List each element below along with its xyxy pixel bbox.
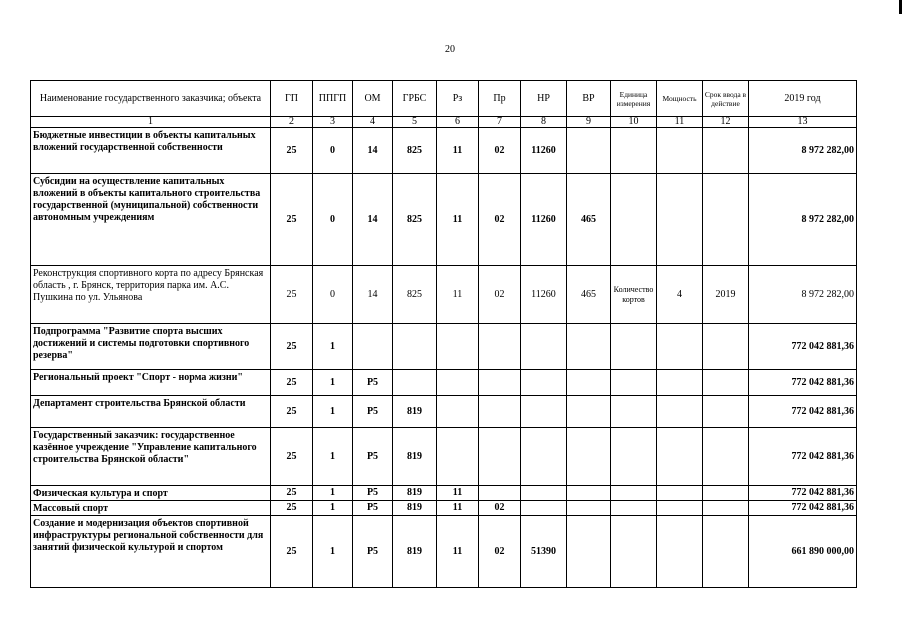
row-rz: 11 — [437, 486, 479, 501]
row-amount: 772 042 881,36 — [749, 396, 857, 428]
row-term — [703, 370, 749, 396]
row-nr: 51390 — [521, 516, 567, 588]
row-capacity — [657, 396, 703, 428]
row-capacity — [657, 501, 703, 516]
row-rz: 11 — [437, 174, 479, 266]
row-rz — [437, 396, 479, 428]
header-row — [31, 81, 857, 117]
row-om: P5 — [353, 428, 393, 486]
row-vr: 465 — [567, 174, 611, 266]
row-name: Департамент строительства Брянской области — [31, 396, 271, 428]
row-vr — [567, 428, 611, 486]
row-nr — [521, 370, 567, 396]
row-capacity — [657, 174, 703, 266]
row-om: P5 — [353, 501, 393, 516]
table-row — [31, 501, 857, 516]
row-term — [703, 516, 749, 588]
row-pr — [479, 428, 521, 486]
row-rz — [437, 324, 479, 370]
header-term: Срок ввода в действие — [703, 81, 749, 117]
header-unit: Единица измерения — [611, 81, 657, 117]
row-nr: 11260 — [521, 266, 567, 324]
row-name: Субсидии на осуществление капитальных вложений в объекты капитального строительства государственной (муниципальной) собственности автономным учреждениям — [31, 174, 271, 266]
row-gp: 25 — [271, 486, 313, 501]
row-pr: 02 — [479, 174, 521, 266]
row-capacity — [657, 370, 703, 396]
header-ppgp: ППГП — [313, 81, 353, 117]
table-row — [31, 324, 857, 370]
row-amount: 8 972 282,00 — [749, 174, 857, 266]
row-nr — [521, 501, 567, 516]
row-gp: 25 — [271, 266, 313, 324]
row-om: P5 — [353, 396, 393, 428]
row-vr — [567, 396, 611, 428]
row-pr: 02 — [479, 516, 521, 588]
row-amount: 772 042 881,36 — [749, 486, 857, 501]
row-gp: 25 — [271, 128, 313, 174]
row-vr — [567, 501, 611, 516]
row-grbs: 819 — [393, 428, 437, 486]
row-amount: 772 042 881,36 — [749, 324, 857, 370]
row-grbs: 819 — [393, 486, 437, 501]
row-capacity: 4 — [657, 266, 703, 324]
row-om: 14 — [353, 266, 393, 324]
row-capacity — [657, 128, 703, 174]
row-term — [703, 501, 749, 516]
row-vr — [567, 370, 611, 396]
row-om: P5 — [353, 486, 393, 501]
header-capacity: Мощность — [657, 81, 703, 117]
table-row — [31, 266, 857, 324]
column-number: 13 — [749, 117, 857, 128]
scan-edge-mark — [899, 0, 902, 14]
page-number: 20 — [445, 44, 455, 55]
row-vr: 465 — [567, 266, 611, 324]
header-gp: ГП — [271, 81, 313, 117]
header-om: ОМ — [353, 81, 393, 117]
row-vr — [567, 128, 611, 174]
row-name: Региональный проект "Спорт - норма жизни" — [31, 370, 271, 396]
row-pr — [479, 486, 521, 501]
row-term — [703, 486, 749, 501]
row-ppgp: 1 — [313, 324, 353, 370]
column-number: 10 — [611, 117, 657, 128]
row-gp: 25 — [271, 370, 313, 396]
row-ppgp: 1 — [313, 428, 353, 486]
column-number: 2 — [271, 117, 313, 128]
row-unit — [611, 174, 657, 266]
header-grbs: ГРБС — [393, 81, 437, 117]
table-row — [31, 486, 857, 501]
header-vr: ВР — [567, 81, 611, 117]
table-row — [31, 174, 857, 266]
row-name: Государственный заказчик: государственное казённое учреждение "Управление капитального строительства Брянской области" — [31, 428, 271, 486]
row-ppgp: 1 — [313, 486, 353, 501]
row-nr — [521, 486, 567, 501]
column-number: 6 — [437, 117, 479, 128]
row-om: 14 — [353, 174, 393, 266]
header-pr: Пр — [479, 81, 521, 117]
row-pr — [479, 324, 521, 370]
column-number: 9 — [567, 117, 611, 128]
row-grbs: 819 — [393, 516, 437, 588]
row-amount: 772 042 881,36 — [749, 428, 857, 486]
column-number: 3 — [313, 117, 353, 128]
row-gp: 25 — [271, 516, 313, 588]
row-unit — [611, 501, 657, 516]
row-nr — [521, 396, 567, 428]
row-rz: 11 — [437, 266, 479, 324]
row-nr — [521, 324, 567, 370]
row-name: Подпрограмма "Развитие спорта высших достижений и системы подготовки спортивного резерва" — [31, 324, 271, 370]
row-grbs: 819 — [393, 396, 437, 428]
row-unit — [611, 370, 657, 396]
header-year: 2019 год — [749, 81, 857, 117]
row-term — [703, 324, 749, 370]
column-number: 7 — [479, 117, 521, 128]
row-ppgp: 0 — [313, 266, 353, 324]
column-number: 8 — [521, 117, 567, 128]
row-rz: 11 — [437, 501, 479, 516]
table-row — [31, 428, 857, 486]
row-rz: 11 — [437, 516, 479, 588]
row-amount: 8 972 282,00 — [749, 128, 857, 174]
row-name: Бюджетные инвестиции в объекты капитальных вложений государственной собственности — [31, 128, 271, 174]
row-grbs — [393, 324, 437, 370]
row-nr — [521, 428, 567, 486]
header-rz: Рз — [437, 81, 479, 117]
row-pr — [479, 396, 521, 428]
row-vr — [567, 516, 611, 588]
row-pr: 02 — [479, 501, 521, 516]
table-row — [31, 396, 857, 428]
column-number: 12 — [703, 117, 749, 128]
table-row — [31, 370, 857, 396]
column-number: 11 — [657, 117, 703, 128]
budget-table — [30, 80, 857, 588]
row-name: Реконструкция спортивного корта по адресу Брянская область , г. Брянск, территория парка им. А.С. Пушкина по ул. Ульянова — [31, 266, 271, 324]
row-grbs: 825 — [393, 174, 437, 266]
row-grbs: 819 — [393, 501, 437, 516]
row-om: P5 — [353, 370, 393, 396]
row-grbs — [393, 370, 437, 396]
row-ppgp: 1 — [313, 501, 353, 516]
row-vr — [567, 324, 611, 370]
column-number-row — [31, 117, 857, 128]
header-name: Наименование государственного заказчика; объекта — [31, 81, 271, 117]
row-capacity — [657, 324, 703, 370]
row-grbs: 825 — [393, 266, 437, 324]
row-amount: 661 890 000,00 — [749, 516, 857, 588]
row-rz — [437, 428, 479, 486]
row-ppgp: 1 — [313, 516, 353, 588]
row-name: Физическая культура и спорт — [31, 486, 271, 501]
row-unit — [611, 324, 657, 370]
row-term — [703, 174, 749, 266]
row-term — [703, 396, 749, 428]
row-gp: 25 — [271, 501, 313, 516]
row-gp: 25 — [271, 428, 313, 486]
row-amount: 772 042 881,36 — [749, 501, 857, 516]
row-rz — [437, 370, 479, 396]
row-unit — [611, 516, 657, 588]
column-number: 4 — [353, 117, 393, 128]
table-body — [31, 128, 857, 588]
row-pr — [479, 370, 521, 396]
row-unit — [611, 486, 657, 501]
row-nr: 11260 — [521, 174, 567, 266]
column-number: 1 — [31, 117, 271, 128]
row-unit — [611, 428, 657, 486]
row-term — [703, 128, 749, 174]
row-unit: Количество кортов — [611, 266, 657, 324]
row-om: 14 — [353, 128, 393, 174]
row-ppgp: 1 — [313, 396, 353, 428]
row-capacity — [657, 516, 703, 588]
row-term — [703, 428, 749, 486]
row-nr: 11260 — [521, 128, 567, 174]
row-gp: 25 — [271, 324, 313, 370]
row-pr: 02 — [479, 266, 521, 324]
row-amount: 772 042 881,36 — [749, 370, 857, 396]
row-ppgp: 0 — [313, 174, 353, 266]
row-name: Создание и модернизация объектов спортивной инфраструктуры региональной собственности для занятий физической культурой и спортом — [31, 516, 271, 588]
row-gp: 25 — [271, 396, 313, 428]
row-grbs: 825 — [393, 128, 437, 174]
row-term: 2019 — [703, 266, 749, 324]
row-vr — [567, 486, 611, 501]
row-om — [353, 324, 393, 370]
table-row — [31, 516, 857, 588]
row-om: P5 — [353, 516, 393, 588]
table-row — [31, 128, 857, 174]
row-capacity — [657, 486, 703, 501]
row-capacity — [657, 428, 703, 486]
header-nr: НР — [521, 81, 567, 117]
row-gp: 25 — [271, 174, 313, 266]
row-pr: 02 — [479, 128, 521, 174]
row-ppgp: 0 — [313, 128, 353, 174]
row-rz: 11 — [437, 128, 479, 174]
row-unit — [611, 128, 657, 174]
column-number: 5 — [393, 117, 437, 128]
row-unit — [611, 396, 657, 428]
row-amount: 8 972 282,00 — [749, 266, 857, 324]
row-ppgp: 1 — [313, 370, 353, 396]
row-name: Массовый спорт — [31, 501, 271, 516]
